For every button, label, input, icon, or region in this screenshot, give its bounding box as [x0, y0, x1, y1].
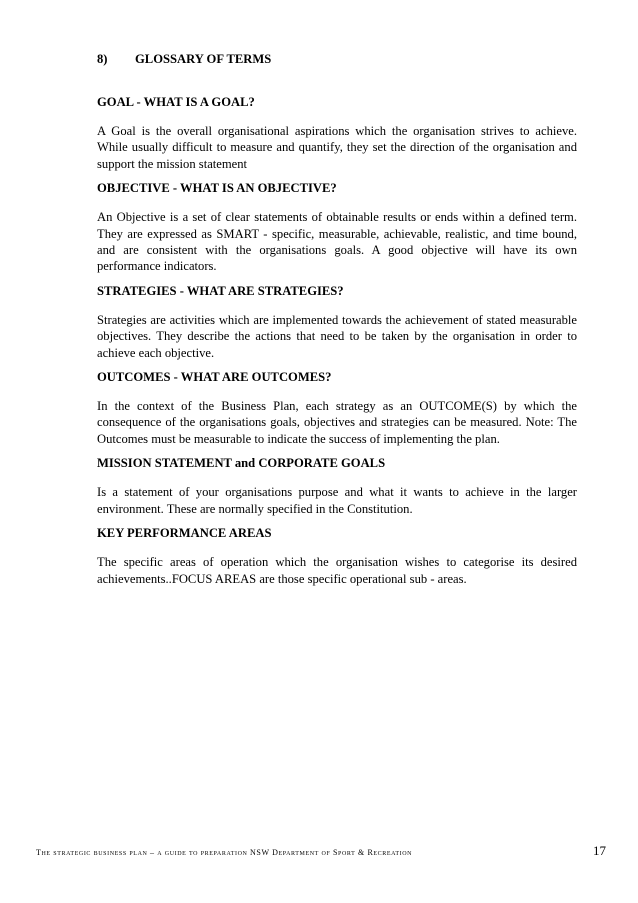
- glossary-entry-goal: [97, 95, 577, 172]
- section-title: GLOSSARY OF TERMS: [135, 52, 272, 66]
- glossary-entry-mission: [97, 456, 577, 517]
- glossary-definition: A Goal is the overall organisational aspirations which the organisation strives to achieve. While usually difficult to measure and quantify, they set the direction of the organisation and support the mission statement: [97, 124, 577, 171]
- glossary-term: OUTCOMES - WHAT ARE OUTCOMES?: [97, 370, 332, 385]
- glossary-term: GOAL - WHAT IS A GOAL?: [97, 95, 255, 109]
- glossary-term: STRATEGIES - WHAT ARE STRATEGIES?: [97, 283, 344, 298]
- glossary-definition: The specific areas of operation which the organisation wishes to categorise its desired achievements..FOCUS AREAS are those specific operational sub - areas.: [97, 555, 577, 586]
- glossary-definition: Is a statement of your organisations purpose and what it wants to achieve in the larger environment. These are normally specified in the Constitution.: [97, 485, 577, 516]
- glossary-term: OBJECTIVE - WHAT IS AN OBJECTIVE?: [97, 181, 337, 196]
- glossary-entry-outcomes: [97, 370, 577, 447]
- page-number: 17: [593, 843, 606, 858]
- footer-text: The strategic business plan – a guide to preparation NSW Department of Sport & Recreation: [36, 848, 413, 857]
- glossary-term: KEY PERFORMANCE AREAS: [97, 526, 272, 541]
- section-number: 8): [97, 52, 108, 66]
- glossary-term: MISSION STATEMENT and CORPORATE GOALS: [97, 456, 386, 471]
- glossary-definition: In the context of the Business Plan, each strategy as an OUTCOME(S) by which the consequence of the organisations goals, objectives and strategies can be measured. Note: The Outcomes must be measurable to indicate the success of implementing the plan.: [97, 399, 577, 446]
- glossary-entry-objective: [97, 181, 577, 275]
- glossary-entry-strategies: [97, 284, 577, 361]
- glossary-definition: Strategies are activities which are implemented towards the achievement of stated measurable objectives. They describe the actions that need to be taken by the organisation in order to achieve each objective.: [97, 312, 577, 360]
- page-footer: [36, 843, 606, 859]
- section-heading: [97, 52, 271, 67]
- glossary-content: [97, 95, 577, 596]
- glossary-entry-kpa: [97, 526, 577, 587]
- glossary-definition: An Objective is a set of clear statements of obtainable results or ends within a defined term. They are expressed as SMART - specific, measurable, achievable, realistic, and time bound, and are consistent with the organisations goals. A good objective will have its own performance indicators.: [97, 210, 577, 274]
